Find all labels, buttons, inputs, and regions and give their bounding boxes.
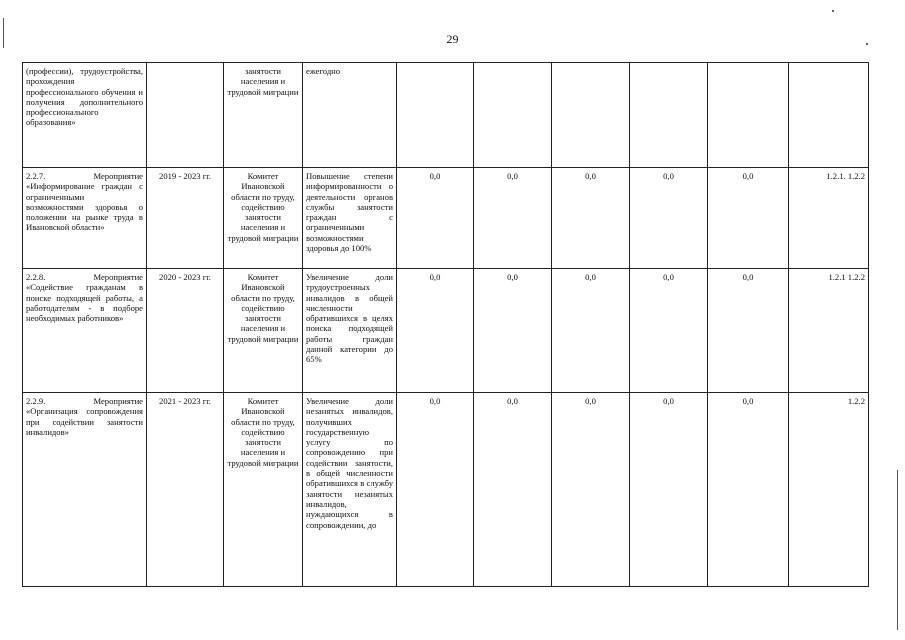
period-cell: 2019 - 2023 гг.	[147, 168, 224, 269]
funding-value-cell	[397, 63, 474, 168]
period-cell: 2020 - 2023 гг.	[147, 269, 224, 393]
funding-value-cell: 0,0	[708, 168, 789, 269]
measure-name-cell: 2.2.9. Мероприятие «Организация сопровождения при содействии занятости инвалидов»	[23, 393, 147, 587]
expected-result-cell: Повышение степени информированности о деятельности органов службы занятости граждан с ограниченными возможностями здоровья до 100%	[303, 168, 397, 269]
executor-cell: Комитет Ивановской области по труду, содействию занятости населения и трудовой миграции	[224, 393, 303, 587]
expected-result-cell: ежегодно	[303, 63, 397, 168]
expected-result-cell: Увеличение доли трудоустроенных инвалидов в общей численности обратившихся в целях поиска подходящей работы граждан данной категории до 65%	[303, 269, 397, 393]
program-measures-table	[22, 62, 869, 587]
table-row	[23, 63, 869, 168]
scan-speck	[832, 10, 834, 12]
period-cell: 2021 - 2023 гг.	[147, 393, 224, 587]
indicator-cell: 1.2.1 1.2.2	[789, 269, 869, 393]
funding-value-cell: 0,0	[474, 269, 552, 393]
funding-value-cell: 0,0	[397, 168, 474, 269]
funding-value-cell: 0,0	[397, 393, 474, 587]
funding-value-cell: 0,0	[552, 269, 630, 393]
scan-edge-mark	[3, 18, 4, 48]
funding-value-cell: 0,0	[708, 393, 789, 587]
funding-value-cell: 0,0	[552, 168, 630, 269]
funding-value-cell: 0,0	[708, 269, 789, 393]
measure-name-cell: (профессии), трудоустройства, прохождения профессионального обучения и получения дополнительного профессионального образования»	[23, 63, 147, 168]
table-row	[23, 393, 869, 587]
funding-value-cell: 0,0	[630, 168, 708, 269]
page-number: 29	[446, 32, 459, 46]
period-cell	[147, 63, 224, 168]
expected-result-cell: Увеличение доли незанятых инвалидов, получивших государственную услугу по сопровождению при содействии занятости, в общей численности обратившихся в службу занятости незанятых инвалидов, нуждающихся в сопровождении, до	[303, 393, 397, 587]
scan-speck	[866, 43, 868, 45]
executor-cell: занятости населения и трудовой миграции	[224, 63, 303, 168]
funding-value-cell: 0,0	[630, 269, 708, 393]
measure-name-cell: 2.2.7. Мероприятие «Информирование граждан с ограниченными возможностями здоровья о положении на рынке труда в Ивановской области»	[23, 168, 147, 269]
funding-value-cell	[630, 63, 708, 168]
table-row	[23, 168, 869, 269]
executor-cell: Комитет Ивановской области по труду, содействию занятости населения и трудовой миграции	[224, 168, 303, 269]
measure-name-cell: 2.2.8. Мероприятие «Содействие гражданам в поиске подходящей работы, а работодателям - в подборе необходимых работников»	[23, 269, 147, 393]
indicator-cell: 1.2.1. 1.2.2	[789, 168, 869, 269]
table-row	[23, 269, 869, 393]
scan-edge-mark	[897, 470, 898, 630]
funding-value-cell	[552, 63, 630, 168]
funding-value-cell	[708, 63, 789, 168]
funding-value-cell: 0,0	[397, 269, 474, 393]
funding-value-cell: 0,0	[474, 393, 552, 587]
indicator-cell: 1.2.2	[789, 393, 869, 587]
funding-value-cell: 0,0	[630, 393, 708, 587]
funding-value-cell: 0,0	[474, 168, 552, 269]
funding-value-cell	[474, 63, 552, 168]
executor-cell: Комитет Ивановской области по труду, содействию занятости населения и трудовой миграции	[224, 269, 303, 393]
funding-value-cell: 0,0	[552, 393, 630, 587]
indicator-cell	[789, 63, 869, 168]
